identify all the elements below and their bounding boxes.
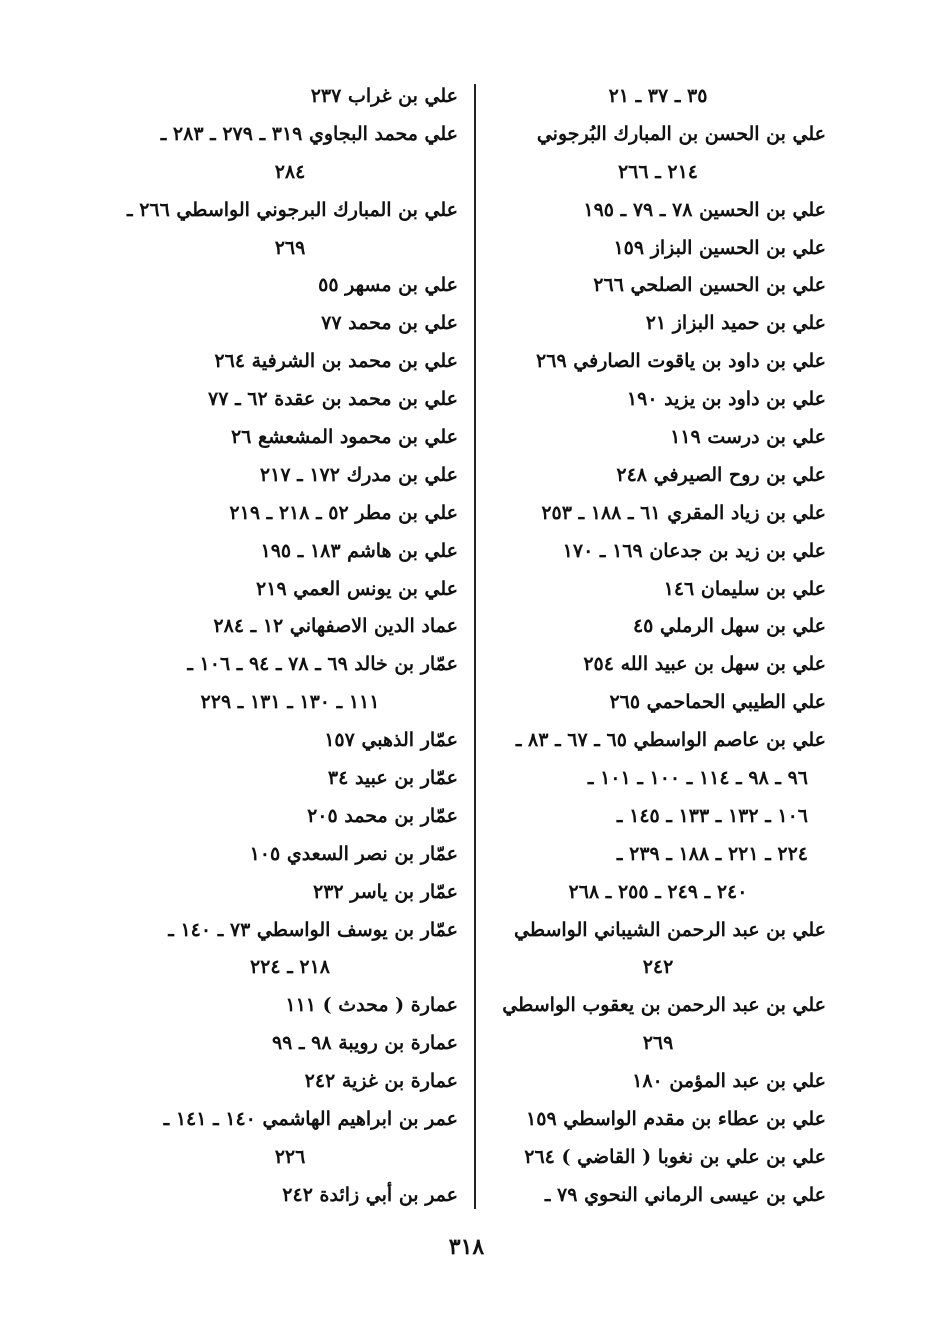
index-line: ٢٨٤ — [274, 160, 306, 183]
index-line: ١١١ ـ ١٣٠ ـ ١٣١ ـ ٢٢٩ — [200, 691, 380, 714]
index-entry: علي بن سليمان ١٤٦ — [663, 577, 826, 600]
index-line: ٢٦٩ — [642, 1032, 674, 1055]
index-entry: علي بن محمود المشعشع ٢٦ — [230, 426, 458, 449]
page-number: ٣١٨ — [448, 1234, 485, 1260]
index-entry: علي بن محمد ٧٧ — [321, 312, 458, 335]
index-entry: عمّار الذهبي ١٥٧ — [324, 729, 458, 752]
index-line: ٢٤٢ — [642, 956, 674, 979]
index-entry: علي بن الحسين البزاز ١٥٩ — [613, 236, 826, 259]
index-entry: علي بن الحسين ٧٨ ـ ٧٩ ـ ١٩٥ — [583, 198, 826, 221]
index-entry: علي بن زيد بن جدعان ١٦٩ ـ ١٧٠ — [562, 539, 826, 562]
index-entry: علي بن سهل بن عبيد الله ٢٥٤ — [583, 653, 826, 676]
index-entry: عمّار بن عبيد ٣٤ — [327, 767, 458, 790]
index-entry: علي بن عيسى الرماني النحوي ٧٩ ـ — [544, 1183, 826, 1206]
index-entry: علي بن محمد بن عقدة ٦٢ ـ ٧٧ — [208, 388, 458, 411]
index-line: ٢١٨ ـ ٢٢٤ — [249, 956, 331, 979]
index-column-left — [122, 78, 458, 1215]
column-divider — [474, 84, 476, 1209]
index-entry: علي بن المبارك البرجوني الواسطي ٢٦٦ ـ — [127, 198, 458, 221]
index-entry: عمّار بن نصر السعدي ١٠٥ — [249, 842, 458, 865]
index-column-right — [490, 78, 826, 1215]
index-line: ٢٦٩ — [274, 236, 306, 259]
index-entry: علي بن عاصم الواسطي ٦٥ ـ ٦٧ ـ ٨٣ ـ — [515, 729, 826, 752]
index-entry: عمارة ( محدث ) ١١١ — [285, 994, 458, 1017]
index-entry: عمارة بن غزية ٢٤٢ — [304, 1070, 458, 1093]
index-entry: علي بن يونس العمي ٢١٩ — [256, 577, 458, 600]
index-entry: علي بن داود بن ياقوت الصارفي ٢٦٩ — [536, 350, 826, 373]
index-entry: علي بن زياد المقري ٦١ ـ ١٨٨ ـ ٢٥٣ — [541, 501, 826, 524]
index-entry: علي بن عطاء بن مقدم الواسطي ١٥٩ — [526, 1108, 826, 1131]
index-line: ٢٤٠ ـ ٢٤٩ ـ ٢٥٥ ـ ٢٦٨ — [568, 880, 748, 903]
index-entry: علي بن روح الصيرفي ٢٤٨ — [616, 463, 826, 486]
index-entry: عمّار بن خالد ٦٩ ـ ٧٨ ـ ٩٤ ـ ١٠٦ ـ — [187, 653, 458, 676]
index-entry: علي بن درست ١١٩ — [670, 426, 826, 449]
index-entry: علي بن عبد المؤمن ١٨٠ — [632, 1070, 826, 1093]
index-entry: عمّار بن ياسر ٢٣٢ — [313, 880, 458, 903]
index-entry: علي بن مسهر ٥٥ — [318, 274, 458, 297]
index-entry: علي بن مطر ٥٢ ـ ٢١٨ ـ ٢١٩ — [229, 501, 458, 524]
index-entry: علي بن غراب ٢٣٧ — [310, 85, 458, 107]
index-entry: عمر بن أبي زائدة ٢٤٢ — [282, 1183, 458, 1206]
index-line: ٢٢٦ — [274, 1145, 306, 1168]
index-entry: علي بن مدرك ١٧٢ ـ ٢١٧ — [259, 463, 458, 486]
index-entry: علي بن محمد بن الشرفية ٢٦٤ — [214, 350, 458, 373]
index-entry: علي بن داود بن يزيد ١٩٠ — [626, 388, 826, 411]
index-entry: علي محمد البجاوي ٣١٩ ـ ٢٧٩ ـ ٢٨٣ ـ — [160, 122, 458, 145]
index-entry: علي بن عبد الرحمن الشيباني الواسطي — [514, 918, 826, 941]
index-entry: علي بن الحسن بن المبارك البُرجوني — [536, 122, 826, 145]
index-line: ٩٦ ـ ٩٨ ـ ١١٤ ـ ١٠٠ ـ ١٠١ ـ — [587, 767, 808, 790]
index-entry: علي بن عبد الرحمن بن يعقوب الواسطي — [502, 994, 826, 1017]
index-entry: عمّار بن يوسف الواسطي ٧٣ ـ ١٤٠ ـ — [168, 918, 458, 941]
index-line: ٢١٤ ـ ٢٦٦ — [617, 160, 699, 183]
index-entry: علي الطيبي الحماحمي ٢٦٥ — [609, 691, 826, 714]
index-entry: علي بن الحسين الصلحي ٢٦٦ — [593, 274, 826, 297]
index-line: ٣٥ ـ ٣٧ ـ ٢١ — [608, 85, 708, 107]
index-entry: عماد الدين الاصفهاني ١٢ ـ ٢٨٤ — [213, 615, 458, 638]
index-entry: عمارة بن رويبة ٩٨ ـ ٩٩ — [271, 1032, 458, 1055]
index-entry: علي بن هاشم ١٨٣ ـ ١٩٥ — [260, 539, 458, 562]
index-entry: علي بن علي بن نغوبا ( القاضي ) ٢٦٤ — [524, 1145, 826, 1168]
index-entry: علي بن حميد البزاز ٢١ — [645, 312, 826, 335]
index-entry: عمر بن ابراهيم الهاشمي ١٤٠ ـ ١٤١ ـ — [163, 1108, 458, 1131]
index-entry: عمّار بن محمد ٢٠٥ — [307, 804, 458, 827]
index-line: ١٠٦ ـ ١٣٢ ـ ١٣٣ ـ ١٤٥ ـ — [616, 804, 808, 827]
index-line: ٢٢٤ ـ ٢٢١ ـ ١٨٨ ـ ٢٣٩ ـ — [616, 842, 808, 865]
index-entry: علي بن سهل الرملي ٤٥ — [632, 615, 826, 638]
